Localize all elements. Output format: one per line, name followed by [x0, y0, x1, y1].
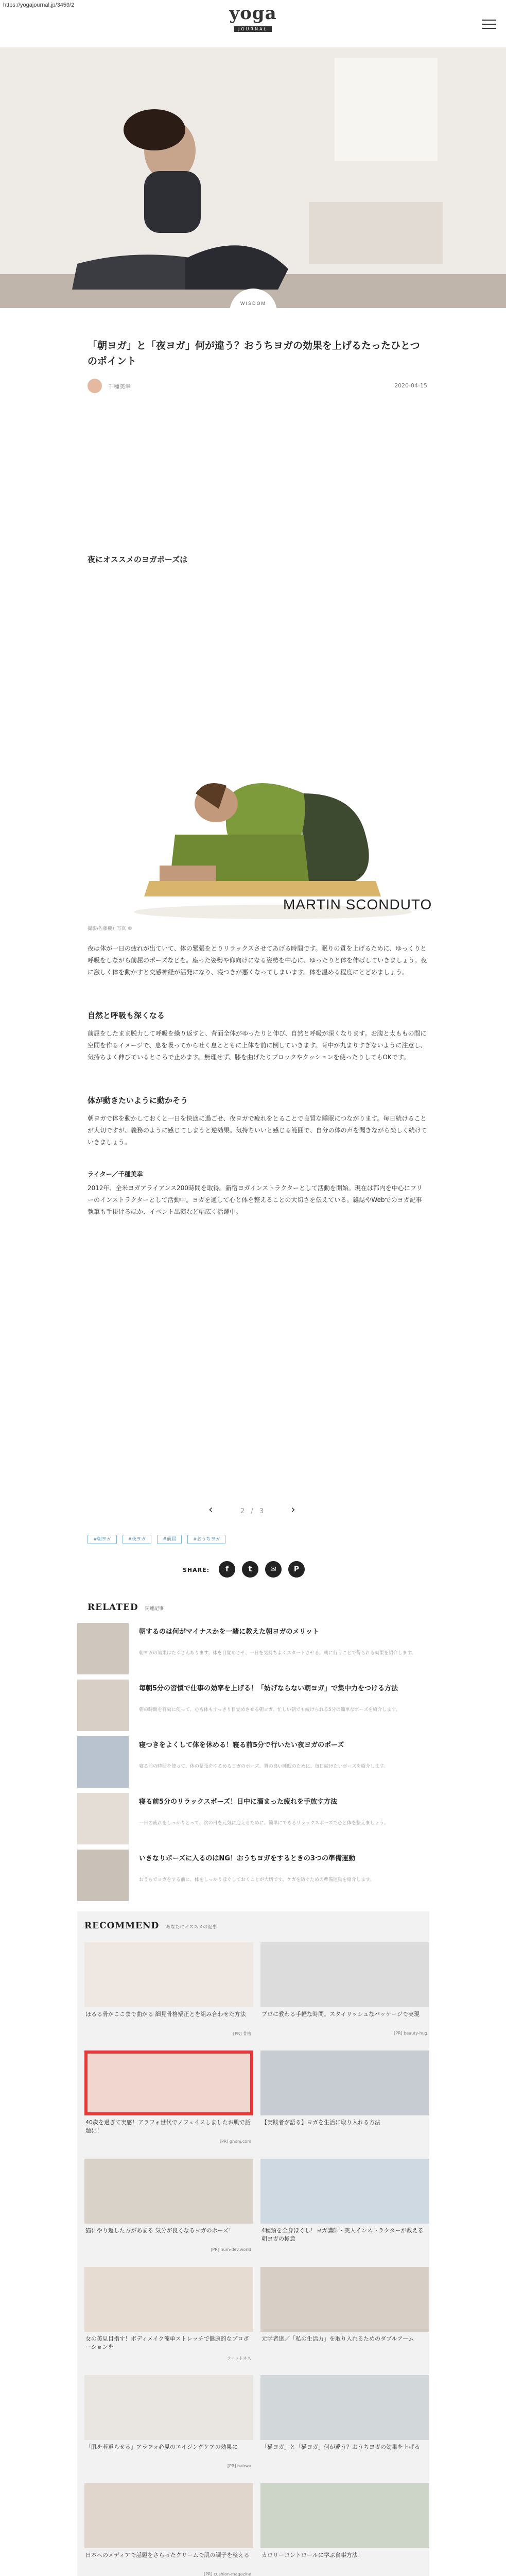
prev-page-icon[interactable]: ‹ — [208, 1503, 213, 1516]
post-date: 2020-04-15 — [394, 382, 427, 389]
tag[interactable]: #前屈 — [157, 1535, 182, 1544]
related-thumb[interactable] — [77, 1736, 129, 1788]
recommend-card[interactable] — [260, 2267, 429, 2365]
recommend-source: [PR] 骨格 — [233, 2031, 251, 2036]
writer-label: ライター／千種美幸 — [88, 1171, 143, 1178]
article-title: 「朝ヨガ」と「夜ヨガ」何が違う？おうちヨガの効果を上げるたったひとつのポイント — [88, 340, 420, 367]
email-share-icon[interactable]: ✉ — [265, 1561, 282, 1578]
related-article-desc: 朝ヨガの効果はたくさんあります。体を目覚めさせ、一日を気持ちよくスタートさせる。朝に行うことで得られる効果を紹介します。 — [139, 1651, 416, 1656]
recommend-title-text[interactable]: 女の美見目指す！ボディメイク簡単ストレッチで健康的なプロポーションを — [85, 2335, 249, 2350]
recommend-source: [PR] cushion-magazine — [203, 2572, 251, 2576]
recommend-image[interactable] — [260, 2267, 429, 2332]
recommend-title-text[interactable]: カロリーコントロールに学ぶ食事方法！ — [261, 2552, 363, 2558]
tag[interactable]: #おうちヨガ — [187, 1535, 226, 1544]
tag[interactable]: #夜ヨガ — [123, 1535, 152, 1544]
recommend-card[interactable] — [260, 2159, 429, 2257]
category-badge[interactable]: WISDOM — [230, 289, 277, 336]
photo-caption: 撮影/佐藤慶）写真 © — [88, 926, 132, 931]
browser-url[interactable]: https://yogajournal.jp/3459/2 — [3, 2, 75, 8]
recommend-card[interactable] — [84, 1942, 253, 2040]
related-article-title[interactable]: 寝つきをよくして体を休める！寝る前5分で行いたい夜ヨガのポーズ — [139, 1741, 344, 1749]
recommend-image[interactable] — [84, 2375, 253, 2440]
related-subtitle: 関連記事 — [145, 1606, 164, 1612]
pagination — [198, 1503, 306, 1519]
pinterest-share-icon[interactable]: P — [288, 1561, 305, 1578]
recommend-title-text[interactable]: 【実践者が語る】ヨガを生活に取り入れる方法 — [261, 2119, 380, 2126]
related-article-desc: 一日の疲れをしっかりとって、次の日を元気に迎えるために。簡単にできるリラックスポーズで心と体を整えましょう。 — [139, 1821, 389, 1826]
subheading-2: 体が動きたいように動かそう — [88, 1096, 188, 1105]
recommend-source: [PR] ghonj.com — [219, 2139, 251, 2144]
related-article-desc: おうちでヨガをする前に、体をしっかりほぐしておくことが大切です。ケガを防ぐための準備運動を紹介します。 — [139, 1877, 375, 1883]
related-article[interactable] — [77, 1680, 427, 1731]
recommend-image[interactable] — [84, 2159, 253, 2224]
related-article-title[interactable]: 毎朝5分の習慣で仕事の効率を上げる！「妨げならない朝ヨガ」で集中力をつける方法 — [139, 1685, 398, 1692]
related-article-title[interactable]: 寝る前5分のリラックスポーズ！日中に溜まった疲れを手放す方法 — [139, 1798, 338, 1806]
recommend-image[interactable] — [260, 1942, 429, 2007]
related-thumb[interactable] — [77, 1623, 129, 1674]
related-header — [88, 1602, 164, 1615]
hamburger-menu-icon[interactable] — [482, 20, 496, 30]
recommend-header — [84, 1921, 217, 1931]
recommend-card[interactable] — [84, 2267, 253, 2365]
recommend-source: [PR] hum-dev.world — [211, 2247, 251, 2252]
related-thumb[interactable] — [77, 1850, 129, 1901]
related-article-desc: 朝の時間を有効に使って、心も体もすっきり目覚めさせる朝ヨガ。忙しい朝でも続けられる5分の簡単なポーズを紹介します。 — [139, 1707, 400, 1713]
recommend-title-text[interactable]: 「肌を若返らせる」アラフォ必見のエイジングケアの効果に — [85, 2444, 238, 2450]
recommend-title-text[interactable]: 4種類を全身ほぐし！ヨガ講師・美人インストラクターが教える朝ヨガの極意 — [261, 2227, 424, 2242]
author-name[interactable]: 千種美幸 — [108, 383, 131, 390]
related-article-desc: 寝る前の時間を使って、体の緊張をゆるめるヨガのポーズ。質の良い睡眠のために、毎日続けたいポーズを紹介します。 — [139, 1764, 389, 1769]
recommend-image[interactable] — [260, 2483, 429, 2548]
recommend-title-text[interactable]: 日本へのメディアで話題をさらったクリームで肌の調子を整える — [85, 2552, 250, 2558]
recommend-card[interactable] — [260, 2050, 429, 2148]
recommend-image[interactable] — [260, 2159, 429, 2224]
related-article[interactable] — [77, 1850, 427, 1901]
section-heading: 夜にオススメのヨガポーズは — [88, 555, 188, 564]
recommend-title-text[interactable]: 元学者達／「私の生活力」を取り入れるためのダブルアーム — [261, 2335, 414, 2342]
forward-bend-illustration — [88, 639, 427, 927]
share-label: SHARE: — [183, 1567, 210, 1573]
recommend-section — [77, 1911, 429, 2576]
related-article-title[interactable]: いきなりポーズに入るのはNG！おうちヨガをするときの3つの準備運動 — [139, 1855, 355, 1862]
related-thumb[interactable] — [77, 1680, 129, 1731]
recommend-card[interactable] — [84, 2375, 253, 2473]
pose-photo — [88, 639, 427, 927]
recommend-card[interactable] — [84, 2050, 253, 2148]
recommend-image[interactable] — [84, 2483, 253, 2548]
recommend-title-text[interactable]: 40歳を過ぎて実感！アラフォ世代でノフェイスしましたお肌で話題に！ — [85, 2119, 251, 2134]
related-thumb[interactable] — [77, 1793, 129, 1844]
logo-main: yoga — [229, 3, 277, 24]
twitter-share-icon[interactable]: t — [242, 1561, 258, 1578]
paragraph-1: 夜は体が一日の疲れが出ていて、体の緊張をとりリラックスさせてあげる時間です。眠りの質を上げるために、ゆっくりと呼吸をしながら前屈のポーズなどを。座った姿勢や仰向けになる姿勢を中心に、ゆったりと体を伸ばしていきましょう。夜に激しく体を動かすと交感神経が活発になり、寝つきが悪くなってしまいます。体を温める程度にとどめましょう。 — [88, 945, 427, 976]
paragraph-2: 前屈をしたまま脱力して呼吸を繰り返すと、背面全体がゆったりと伸び、自然と呼吸が深くなります。お腹と太ももの間に空間を作るイメージで、息を吸ってから吐く息とともに上体を前に倒していきます。背中が丸まりすぎないように注意し、気持ちよく伸びているところで止めます。無理せず、膝を曲げたりブロックやクッションを使ったりしてもOKです。 — [88, 1030, 427, 1061]
recommend-card[interactable] — [260, 2375, 429, 2473]
recommend-subtitle: あなたにオススメの記事 — [166, 1925, 217, 1930]
recommend-image[interactable] — [84, 2267, 253, 2332]
recommend-card[interactable] — [84, 2483, 253, 2576]
recommend-image[interactable] — [84, 1942, 253, 2007]
related-article[interactable] — [77, 1793, 427, 1844]
recommend-card[interactable] — [84, 2159, 253, 2257]
subheading-1: 自然と呼吸も深くなる — [88, 1011, 165, 1020]
tag-list — [88, 1533, 229, 1543]
related-article-title[interactable]: 朝するのは何がマイナスかを一緒に教えた朝ヨガのメリット — [139, 1628, 319, 1636]
recommend-image[interactable] — [84, 2050, 253, 2115]
recommend-title-text[interactable]: ほるる骨がここまで曲がる 細見骨格矯正とを組み合わせた方法 — [85, 2011, 246, 2018]
facebook-share-icon[interactable]: f — [219, 1561, 235, 1578]
related-article[interactable] — [77, 1623, 427, 1674]
hero-image — [0, 47, 506, 308]
related-article[interactable] — [77, 1736, 427, 1788]
paragraph-3: 朝ヨガで体を動かしておくと一日を快適に過ごせ、夜ヨガで疲れをとることで良質な睡眠につながります。毎日続けることが大切ですが、義務のように感じてしまうと逆効果。気持ちいいと感じる範囲で、自分の体の声を聞きながら楽しく続けていきましょう。 — [88, 1115, 427, 1146]
related-title: RELATED — [88, 1602, 138, 1613]
writer-bio: 2012年、全米ヨガアライアンス200時間を取得。新宿ヨガインストラクターとして活動を開始。現在は都内を中心にフリーのインストラクターとして活動中。ヨガを通して心と体を整えることの大切さを伝えている。雑誌やWebでのヨガ記事執筆も手掛けるほか、イベント出演など幅広く活躍中。 — [88, 1184, 423, 1215]
photo-credit: MARTIN SCONDUTO — [283, 896, 432, 912]
site-header — [0, 0, 506, 46]
recommend-title-text[interactable]: 「猫ヨガ」と「猫ヨガ」何が違う？おうちヨガの効果を上げる — [261, 2444, 420, 2450]
author-row — [88, 379, 427, 394]
recommend-source: フィットネス — [226, 2356, 251, 2361]
tag[interactable]: #朝ヨガ — [88, 1535, 117, 1544]
recommend-card[interactable] — [260, 2483, 429, 2576]
recommend-title: RECOMMEND — [84, 1921, 160, 1931]
recommend-title-text[interactable]: 猫にやり返した方があまる 気分が良くなるヨガのポーズ！ — [85, 2227, 234, 2234]
recommend-card[interactable] — [260, 1942, 429, 2040]
site-logo[interactable] — [221, 4, 285, 32]
recommend-image[interactable] — [260, 2050, 429, 2115]
hero-yoga-photo — [0, 47, 506, 308]
author-avatar[interactable] — [88, 379, 102, 393]
next-page-icon[interactable]: › — [291, 1503, 295, 1516]
recommend-image[interactable] — [260, 2375, 429, 2440]
recommend-source: [PR] beauty-hug — [394, 2031, 427, 2036]
recommend-source: [PR] hairwa — [227, 2464, 251, 2468]
page-number: 2 / 3 — [240, 1507, 266, 1515]
recommend-title-text[interactable]: プロに教わる手軽な時間。スタイリッシュなパッケージで実現 — [261, 2011, 420, 2018]
logo-sub: JOURNAL — [234, 26, 272, 32]
